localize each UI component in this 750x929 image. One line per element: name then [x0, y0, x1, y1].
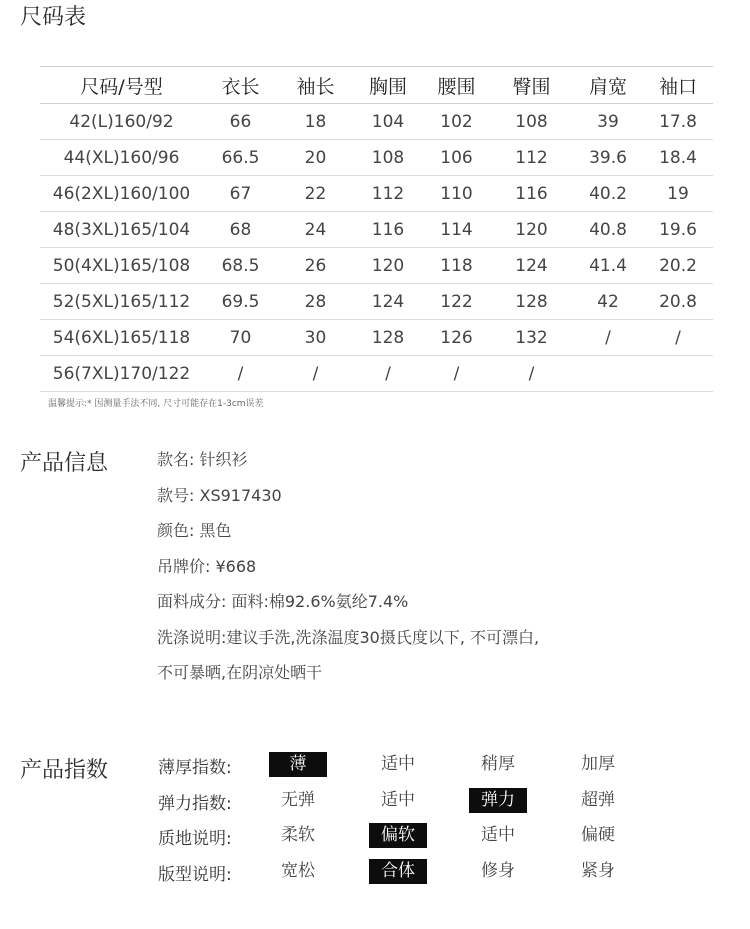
measure-cell: 17.8: [643, 104, 713, 140]
index-option: 紧身: [581, 861, 615, 881]
measure-cell: 26: [278, 248, 353, 284]
measure-cell: 20.2: [643, 248, 713, 284]
measure-cell: 20.8: [643, 284, 713, 320]
size-cell: 44(XL)160/96: [40, 140, 203, 176]
index-option-selected: 合体: [369, 859, 427, 884]
size-table: [40, 66, 713, 392]
measure-cell: 110: [423, 176, 490, 212]
size-cell: 50(4XL)165/108: [40, 248, 203, 284]
measure-cell: 116: [353, 212, 423, 248]
measure-cell: 28: [278, 284, 353, 320]
info-line: 不可暴晒,在阴凉处晒干: [157, 663, 323, 682]
measure-cell: 124: [353, 284, 423, 320]
measure-cell: 104: [353, 104, 423, 140]
measure-cell: 122: [423, 284, 490, 320]
measure-cell: /: [573, 320, 643, 356]
measure-cell: 68: [203, 212, 278, 248]
info-line: 吊牌价: ¥668: [157, 557, 257, 576]
measure-cell: 120: [490, 212, 573, 248]
size-table-column-header: 袖口: [643, 67, 713, 104]
index-option: 无弹: [281, 790, 315, 810]
index-label: 弹力指数:: [158, 794, 232, 814]
measure-cell: 67: [203, 176, 278, 212]
measure-cell: /: [643, 320, 713, 356]
measure-cell: 128: [490, 284, 573, 320]
table-row: [40, 104, 713, 140]
size-cell: 42(L)160/92: [40, 104, 203, 140]
info-line: 面料成分: 面料:棉92.6%氨纶7.4%: [157, 592, 409, 611]
size-table-column-header: 肩宽: [573, 67, 643, 104]
index-label: 薄厚指数:: [158, 758, 232, 778]
index-option: 适中: [381, 790, 415, 810]
measure-cell: 19.6: [643, 212, 713, 248]
table-row: [40, 248, 713, 284]
measure-cell: 24: [278, 212, 353, 248]
measure-cell: 68.5: [203, 248, 278, 284]
size-table-column-header: 胸围: [353, 67, 423, 104]
index-option: 超弹: [581, 790, 615, 810]
measure-cell: 126: [423, 320, 490, 356]
measure-cell: 108: [490, 104, 573, 140]
index-option: 加厚: [581, 754, 615, 774]
index-option: 稍厚: [481, 754, 515, 774]
info-line: 款号: XS917430: [157, 486, 282, 505]
product-info-title: 产品信息: [20, 451, 109, 476]
measure-cell: 118: [423, 248, 490, 284]
measure-cell: /: [203, 356, 278, 392]
measure-cell: 102: [423, 104, 490, 140]
measure-cell: 108: [353, 140, 423, 176]
measure-cell: [573, 356, 643, 392]
index-option: 适中: [481, 825, 515, 845]
size-table-column-header: 衣长: [203, 67, 278, 104]
measure-cell: 69.5: [203, 284, 278, 320]
measure-cell: 19: [643, 176, 713, 212]
index-option: 适中: [381, 754, 415, 774]
measure-cell: 22: [278, 176, 353, 212]
measure-cell: 18: [278, 104, 353, 140]
index-option-selected: 薄: [269, 752, 327, 777]
measure-cell: /: [353, 356, 423, 392]
size-table-header: [40, 67, 713, 104]
measure-cell: 70: [203, 320, 278, 356]
measure-cell: /: [423, 356, 490, 392]
size-cell: 46(2XL)160/100: [40, 176, 203, 212]
size-table-column-header: 袖长: [278, 67, 353, 104]
size-cell: 56(7XL)170/122: [40, 356, 203, 392]
measure-cell: /: [490, 356, 573, 392]
size-cell: 52(5XL)165/112: [40, 284, 203, 320]
measure-cell: 66: [203, 104, 278, 140]
measure-cell: 40.2: [573, 176, 643, 212]
measure-cell: 66.5: [203, 140, 278, 176]
index-option: 柔软: [281, 825, 315, 845]
size-cell: 48(3XL)165/104: [40, 212, 203, 248]
size-table-body: [40, 104, 713, 392]
index-option: 修身: [481, 861, 515, 881]
table-row: [40, 320, 713, 356]
measure-cell: 132: [490, 320, 573, 356]
info-line: 颜色: 黑色: [157, 521, 232, 540]
index-option: 偏硬: [581, 825, 615, 845]
size-table-column-header: 臀围: [490, 67, 573, 104]
measure-cell: 106: [423, 140, 490, 176]
measure-cell: 41.4: [573, 248, 643, 284]
size-table-column-header: 尺码/号型: [40, 67, 203, 104]
size-table-column-header: 腰围: [423, 67, 490, 104]
table-row: [40, 284, 713, 320]
measure-cell: 39: [573, 104, 643, 140]
measure-cell: 112: [353, 176, 423, 212]
table-row: [40, 356, 713, 392]
table-row: [40, 140, 713, 176]
index-label: 质地说明:: [158, 829, 232, 849]
measure-cell: 128: [353, 320, 423, 356]
measure-cell: 112: [490, 140, 573, 176]
table-row: [40, 176, 713, 212]
measure-cell: [643, 356, 713, 392]
measure-cell: 30: [278, 320, 353, 356]
measure-cell: 124: [490, 248, 573, 284]
index-option-selected: 弹力: [469, 788, 527, 813]
size-note: 温馨提示:* 因测量手法不同, 尺寸可能存在1-3cm误差: [48, 399, 264, 409]
measure-cell: 116: [490, 176, 573, 212]
measure-cell: 42: [573, 284, 643, 320]
size-chart-title: 尺码表: [20, 5, 87, 30]
size-cell: 54(6XL)165/118: [40, 320, 203, 356]
measure-cell: /: [278, 356, 353, 392]
measure-cell: 20: [278, 140, 353, 176]
measure-cell: 114: [423, 212, 490, 248]
product-index-title: 产品指数: [20, 758, 109, 783]
index-label: 版型说明:: [158, 865, 232, 885]
measure-cell: 40.8: [573, 212, 643, 248]
measure-cell: 39.6: [573, 140, 643, 176]
info-line: 洗涤说明:建议手洗,洗涤温度30摄氏度以下, 不可漂白,: [157, 628, 540, 647]
index-option: 宽松: [281, 861, 315, 881]
info-line: 款名: 针织衫: [157, 450, 248, 469]
index-option-selected: 偏软: [369, 823, 427, 848]
measure-cell: 18.4: [643, 140, 713, 176]
table-row: [40, 212, 713, 248]
measure-cell: 120: [353, 248, 423, 284]
